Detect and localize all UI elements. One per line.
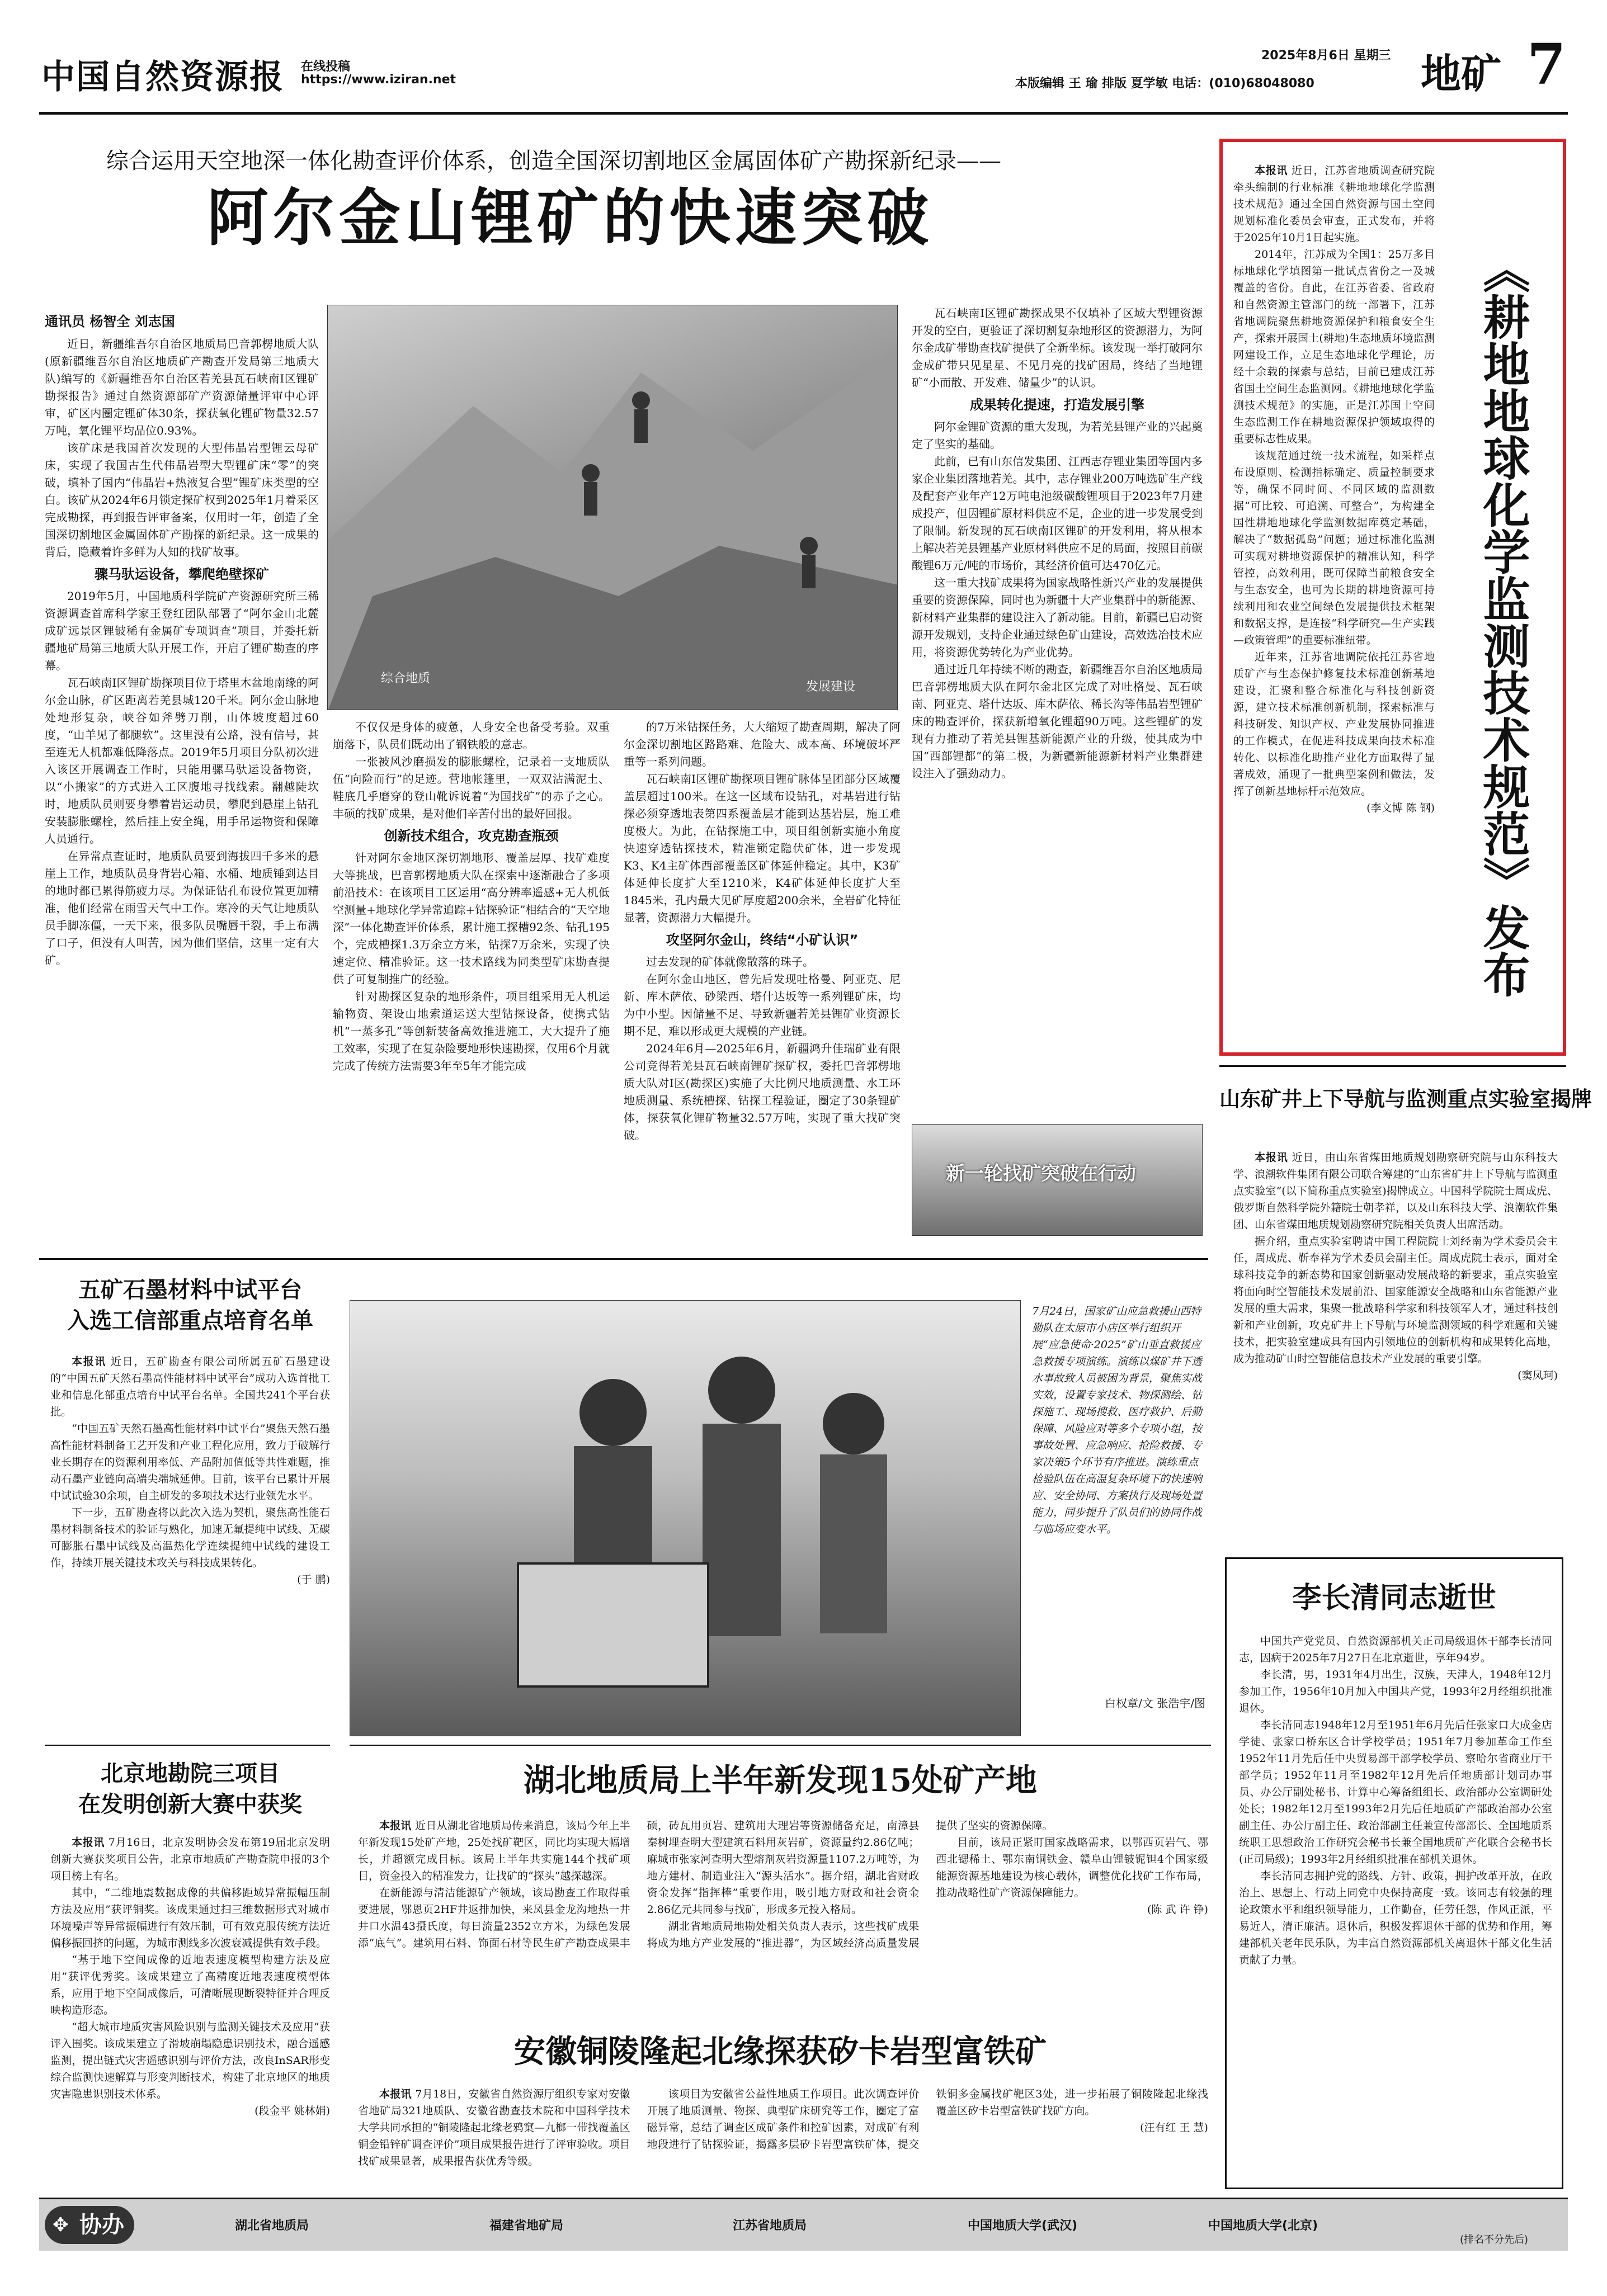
dateline: 本报讯 [72,1836,105,1849]
date: 2025年8月6日 星期三 [1261,49,1391,63]
story-text: 近日，由山东省煤田地质规划勘察研究院与山东科技大学、浪潮软件集团有限公司联合筹建的“山东省矿井上下导航与监测重点实验室”(以下简称重点实验室)揭牌成立。中国科学院院士周成虎、俄罗斯自然科学院外籍院士朝孝祥，以及山东科技大学、浪潮软件集团、山东省煤田地质规划勘察研究院相关负责人出席活动。 [1233,1151,1558,1231]
story-paragraph [1233,162,1435,246]
masthead [39,31,1568,106]
lab-headline: 山东矿井上下导航与监测重点实验室揭牌 [1219,1086,1592,1111]
story-paragraph: 该规范通过统一技术流程，如采样点布设原则、检测指标确定、质量控制要求等，确保不同时间、不同区域的监测数据“可比较、可追溯、可整合”，为构建全国性耕地地球化学监测数据库奠定基础，解决了“数据孤岛”问题；通过标准化监测可实现对耕地资源保护的精准认知，科学管控，高效利用，既可保障当前粮食安全与生态安全，也可为长期的耕地资源可持续利用和农业空间绿色发展提供技术框架和数据支撑，是连接“科学研究—生产实践—政策管理”的重要标准纽带。 [1233,450,1435,646]
rescue-caption: 7月24日，国家矿山应急救援山西特勤队在太原市小店区举行组织开展“应急使命·2025”矿山垂直救援应急救援专项演练。演练以煤矿井下透水事故致人员被困为背景，聚焦实战实效，设置专家技术、物探测绘、钻探施工、现场搜救、医疗救护、后勤保障、风险应对等多个专项小组，按事故处置、应急响应、抢险救援、专家决策5个环节有序推进。演练重点检验队伍在高温复杂环境下的快速响应、安全协同、方案执行及现场处置能力，同步提升了队员们的协同作战与临场应变水平。 [1032,1305,1203,1536]
page-number: 7 [1527,31,1566,97]
footer-org: 湖北省地质局 [235,2219,309,2233]
story-paragraph [50,1353,330,1420]
story-byline: (陈 武 许 铮) [1147,1903,1208,1916]
lead-paragraph: 通过近几年持续不断的勘查，新疆维吾尔自治区地质局巴音郭楞地质大队在阿尔金北区完成了对吐格曼、瓦石峡南、阿亚克、塔什达坂、库木萨依、稀长沟等伟晶岩型锂矿床的勘查评价，探获新增氧化锂超90万吨。这些锂矿的发现有力推动了若羌县锂基新能源产业的升级，使其成为中国“西部锂都”的第二极，为新疆新能源新材料产业集群建设注入了强劲动力。 [912,663,1203,780]
footer-org: 中国地质大学(武汉) [968,2219,1078,2233]
mountain-illustration [328,305,898,710]
story-text: 近日，江苏省地质调查研究院牵头编制的行业标准《耕地地球化学监测技术规范》通过全国自然资源与国土空间规划标准化委员会审查，正式发布，并将于2025年10月1日起实施。 [1233,164,1435,244]
story-byline: (李文博 陈 钢) [1366,802,1435,814]
lead-byline: 通讯员 杨智全 刘志国 [45,313,175,329]
lead-paragraph: 近日，新疆维吾尔自治区地质局巴音郭楞地质大队(原新疆维吾尔自治区地质矿产勘查开发局第三地质大队)编写的《新疆维吾尔自治区若羌县瓦石峡南Ⅰ区锂矿勘探报告》通过自然资源部矿产资源储量评审中心评审，矿区内圈定锂矿体30条，探获氧化锂矿物量32.57万吨，氧化锂平均品位0.93%。 [45,337,319,437]
masthead-rule [39,112,1568,115]
lead-paragraph: 2024年6月—2025年6月，新疆鸿升佳瑞矿业有限公司竞得若羌县瓦石峡南锂矿探矿权，委托巴音郭楞地质大队对Ⅰ区(勘探区)实施了大比例尺地质测量、水工环地质测量、系统槽探、钻探工程验证，圈定了30条锂矿体，探获氧化锂矿物量32.57万吨，实现了重大找矿突破。 [624,1042,901,1142]
story-text: 7月16日，北京发明协会发布第19届北京发明创新大赛获奖项目公告，北京市地质矿产勘查院申报的3个项目榜上有名。 [50,1836,330,1882]
story-text: 近日，五矿勘查有限公司所属五矿石墨建设的“中国五矿天然石墨高性能材料中试平台”成功入选首批工业和信息化部重点培育中试平台名单。全国共241个平台获批。 [50,1355,330,1418]
lead-paragraph: 该矿床是我国首次发现的大型伟晶岩型锂云母矿床，实现了我国古生代伟晶岩型大型锂矿床“零”的突破，填补了国内“伟晶岩+热液复合型”锂矿床类型的空白。该矿从2024年6月锁定探矿权到2025年1月着采区完成勘探，再到报告评审备案，仅用时一年，创造了全国深切割地区金属固体矿产勘探的新纪录。这一成果的背后，隐藏着许多鲜为人知的找矿故事。 [45,441,319,559]
lab-rule [1219,1065,1566,1067]
lead-paragraph: 一张被风沙磨损发的膨胀螺栓，记录着一支地质队伍“向险而行”的足迹。营地帐篷里，一双双沾满泥土、鞋底几乎磨穿的登山靴诉说着“为国找矿”的赤子之心。丰硕的找矿成果，是对他们辛苦付出的最好回报。 [333,755,610,820]
lead-subhead: 骤马驮运设备，攀爬绝壁探矿 [95,566,269,582]
lead-column-3 [624,719,901,1247]
beijing-rule [45,1745,330,1746]
story-byline: (窦凤珂) [1518,1369,1558,1382]
lead-paragraph: 针对阿尔金地区深切割地形、覆盖层厚、找矿难度大等挑战，巴音郭楞地质大队在探索中逐渐融合了多项前沿技术：在该项目工区运用“高分辨率遥感+无人机低空测量+地球化学异常追踪+钻探验证”相结合的“天空地深”一体化勘查评价体系，累计施工探槽92条、钻孔195个，完成槽探1.3万余立方米，钻探7万余米，实现了快速定位、精准验证。这一技术路线为同类型矿床勘查提供了可复制推广的经验。 [333,851,610,986]
lead-paragraph: 此前，已有山东信发集团、江西志存锂业集团等国内多家企业集团落地若羌。其中，志存锂业200万吨选矿生产线及配套产业年产12万吨电池级碳酸锂项目于2023年7月建成投产，但因锂矿原材料供应不足，企业的进一步发展受到了限制。新发现的瓦石峡南Ⅰ区锂矿的开发利用，将从根本上解决若羌县锂基产业原材料供应不足的局面，按照目前碳酸锂6万元/吨的市场价，其经济价值可达470亿元。 [912,455,1203,572]
story-paragraph: “超大城市地质灾害风险识别与监测关键技术及应用”获评入围奖。该成果建立了滑坡崩塌隐患识别技术，融合遥感监测，提出链式灾害遥感识别与评价方法，改良InSAR形变综合监测快速解算与形变判断技术，构建了北京地区的地质灾害隐患识别技术体系。 [50,2021,330,2100]
story-paragraph [358,2086,630,2170]
graphite-headline-2: 入选工信部重点培育名单 [67,1307,313,1334]
section-name: 地矿 [1421,50,1502,97]
lead-paragraph: 这一重大找矿成果将为国家战略性新兴产业的发展提供重要的资源保障，同时也为新疆十大产业集群中的新能源、新材料产业集群的建设注入了新动能。目前，新疆已启动资源开发规划，支持企业通过绿色矿山建设，高效选冶技术应用，将资源优势转化为产业优势。 [912,576,1203,659]
story-byline: (段金平 姚林娟) [255,2105,330,2117]
story-paragraph: 李长清，男，1931年4月出生，汉族，天津人，1948年12月参加工作，1956年10月加入中国共产党，1993年2月经组织批准退休。 [1239,1669,1552,1714]
story-paragraph: 据介绍，重点实验室聘请中国工程院院士刘经南为学术委员会主任，周成虎、靳奉祥为学术委员会副主任。周成虎院士表示，面对全球科技竞争的新态势和国家创新驱动发展战略的新要求，重点实验室将面向时空智能技术发展前沿、国家能源安全战略和山东省能源产业发展的重大需求，集聚一批战略科学家和科技领军人才，通过科技创新和产业创新，攻克矿井上下导航与环境监测领域的科学难题和关键技术，把实验室建成具有国内引领地位的创新机构和成果转化高地，成为推动矿山时空智能信息技术产业发展的重要引擎。 [1233,1235,1558,1365]
story-paragraph: 下一步，五矿勘查将以此次入选为契机，聚焦高性能石墨材料制备技术的验证与熟化，加速无氟提纯中试线、无碳可膨胀石墨中试线及高温热化学连续提纯中试线的建设工作，持续开展关键技术攻关与科技成果转化。 [50,1506,330,1569]
story-paragraph [50,1834,330,1884]
anhui-body [358,2086,1208,2192]
lead-paragraph: 瓦石峡南Ⅰ区锂矿勘探项目位于塔里木盆地南缘的阿尔金山脉，矿区距离若羌县城120千米。阿尔金山脉地处地形复杂，峡谷如斧劈刀削，山体坡度超过60度，“山羊见了都腿软”。这里没有公路，没有信号，甚至连无人机都难低降落点。2019年5月项目分队初次进入该区开展调查工作时，只能用骡马驮运设备物资，以“小搬家”的方式进入工区腹地寻找线索。翻越陡坎时，地质队员则要身攀着岩运动员，攀爬到悬崖上钻孔安装膨胀螺栓，然后挂上安全绳，用手吊运物资和保障人员通行。 [45,676,319,845]
graphite-headline-1: 五矿石墨材料中试平台 [78,1277,302,1303]
story-text: 近日从湖北省地质局传来消息，该局今年上半年新发现15处矿产地，25处找矿靶区，同比均实现大幅增长，并超额完成目标。该局上半年共实施144个找矿项目，资金投入的精准发力，让找矿的“探头”越探越深。 [358,1820,630,1882]
story-paragraph: 其中，“二维地震数据成像的共偏移距域异常振幅压制方法及应用”获评铜奖。该成果通过扫三维数据形式对城市环境噪声等异常振幅进行有效压制，可有效克服传统方法近偏移振回挤的问题，为城市测线多次波衰减提供有效手段。 [50,1887,330,1949]
lead-paragraph: 2019年5月，中国地质科学院矿产资源研究所三稀资源调查首席科学家王登红团队部署了“阿尔金山北麓成矿远景区锂铍稀有金属矿专项调查”项目，并委托新疆地矿局第三地质大队开展工作，开启了锂矿勘查的序幕。 [45,589,319,672]
dateline: 本报讯 [72,1355,107,1368]
lead-paragraph: 瓦石峡南Ⅰ区锂矿勘探项目锂矿脉体呈团部分区域覆盖层超过100米。在这一区域布设钻孔，对基岩进行钻探必须穿透地表第四系覆盖层才能到达基岩层，施工难度极大。为此，在钻探施工中，项目组创新实施小角度快速穿透钻探技术，精准锁定隐伏矿体，进一步发现K3、K4主矿体西部覆盖区矿体延伸稳定。其中，K3矿体延伸长度扩大至1210米，K4矿体延伸长度扩大至1845米，孔内最大见矿厚度超200余米，全岩矿化特征显著，资源潜力大幅提升。 [624,772,901,924]
hubei-body [358,1817,1208,2024]
story-paragraph [358,1817,630,1884]
slogan-text: 新一轮找矿突破在行动 [946,1163,1136,1185]
footer-label: 协办 [79,2212,124,2238]
story-byline: (汪有红 王 慧) [1140,2122,1208,2134]
dateline: 本报讯 [379,2088,412,2100]
beijing-headline-2: 在发明创新大赛中获奖 [78,1791,302,1817]
cultivated-land-body [1233,162,1435,1040]
lead-paragraph: 瓦石峡南Ⅰ区锂矿勘探成果不仅填补了区域大型锂资源开发的空白，更验证了深切割复杂地形区的资源潜力，为阿尔金成矿带勘查找矿提供了全新坐标。该发现一举打破阿尔金成矿带只见星星、不见月亮的找矿困局，终结了当地锂矿“小而散、开发难、储量少”的认识。 [912,306,1203,389]
lead-kicker: 综合运用天空地深一体化勘查评价体系，创造全国深切割地区金属固体矿产勘探新纪录—— [106,148,1001,174]
lead-paragraph: 不仅仅是身体的疲惫，人身安全也备受考验。双重崩落下，队员们既动出了钢铁般的意志。 [333,720,610,751]
lead-headline: 阿尔金山锂矿的快速突破 [207,182,933,254]
beijing-body [50,1834,330,2192]
hubei-rule [350,1745,1211,1746]
story-paragraph: 2014年，江苏成为全国1：25万多目标地球化学填图第一批试点省份之一及城覆盖的省份。自此，在江苏省委、省政府和自然资源主管部门的统一部署下，江苏省地调院聚焦耕地资源保护和粮食安全生产，探索开展国土(耕地)生态地质环境监测网建设工作，立足生态地球化学理论，历经十余载的探索与总结，目前已建成江苏省国土空间生态监测网。《耕地地球化学监测技术规范》的实施，正是江苏国土空间生态监测工作在耕地资源保护领域取得的重要标志性成果。 [1233,248,1435,445]
lead-subhead: 创新技术组合，攻克勘查瓶颈 [384,828,559,844]
footer-bar [39,2198,1568,2251]
dateline: 本报讯 [1255,1151,1288,1164]
dateline: 本报讯 [379,1820,412,1832]
story-paragraph: 中国共产党党员、自然资源部机关正司局级退休干部李长清同志，因病于2025年7月27日在北京逝世，享年94岁。 [1239,1635,1552,1664]
lead-paragraph: 的7万米钻探任务，大大缩短了勘查周期，解决了阿尔金深切割地区路路难、危险大、成本高、环境破坏严重等一系列问题。 [624,720,901,768]
lead-subhead: 攻坚阿尔金山，终结“小矿认识” [666,932,859,948]
story-paragraph: 湖北省地质局地勘处相关负责人表示，这些找矿成果将成为地方产业发展的“推进器”，为区域经济高质量发展提供了坚实的资源保障。 [647,1820,1053,1949]
lead-column-1 [45,336,319,1247]
anhui-headline: 安徽铜陵隆起北缘探获矽卡岩型富铁矿 [514,2033,1047,2070]
story-paragraph [1233,1149,1558,1233]
mid-rule [39,1258,1208,1260]
lead-photo [327,305,898,710]
story-paragraph: 在新能源与清洁能源矿产领域，该局勘查工作取得重要进展，鄂恩页2HF井返排加快，来凤县金龙沟地热一井井口水温43摄氏度，每日流量2352立方米，为绿色发展添“底气”。建筑用石料、饰面石材等民生矿产勘查成果丰硕，砖瓦用页岩、建筑用大理岩等资源储备充足，南漳县秦树埋查明大型建筑石料用灰岩矿，资源量约2.86亿吨；麻城市张家河查明大型熔剂灰岩资源量1107.2万吨等，为地方建材、制造业注入“源头活水”。据介绍，湖北省财政资金发挥“指挥棒”重要作用，吸引地方财政和社会资金2.86亿元共同参与找矿，形成多元投入格局。 [358,1820,920,1949]
rescuers-illustration [350,1301,1021,1736]
lead-paragraph: 阿尔金锂矿资源的重大发现，为若羌县锂产业的兴起奠定了坚实的基础。 [912,420,1203,451]
story-paragraph: 近年来，江苏省地调院依托江苏省地质矿产与生态保护修复技术标准创新基地建设，汇聚和整合标准化与科技创新资源，建立技术标准创新机制，探索标准与科技研发、知识产权、产业发展协同推进的工作模式，在促进科技成果向技术标准转化、以标准化助推产业化方面取得了显著成效，涌现了一批典型案例和做法，发挥了创新基地标杆示范效应。 [1233,651,1435,797]
lead-paragraph: 在阿尔金山地区，曾先后发现吐格曼、阿亚克、尼新、库木萨依、砂梁西、塔什达坂等一系列锂矿床，均为中小型。因储量不足、导致新疆若羌县锂矿业资源长期不足，难以形成更大规模的产业链。 [624,972,901,1038]
lab-body [1233,1149,1558,1541]
lead-paragraph: 针对勘探区复杂的地形条件，项目组采用无人机运输物资、架设山地索道运送大型钻探设备，使携式钻机“一蒸多孔”等创新装备高效推进施工，大大提升了施工效率，实现了在复杂险要地形快速勘探，仅用6个月就完成了传统方法需要3年至5年才能完成 [333,990,610,1073]
paper-name: 中国自然资源报 [41,58,284,97]
rescue-byline: 白权章/文 张浩宇/图 [1105,1697,1205,1710]
story-paragraph: “中国五矿天然石墨高性能材料中试平台”聚焦天然石墨高性能材料制备工艺开发和产业工程化应用，致力于破解行业长期存在的资源利用率低、产品附加值低等共性难题，推动石墨产业链向高端尖端城延伸。目前，该平台已累计开展中试试验30余项，自主研发的多项技术达行业领先水平。 [50,1423,330,1502]
obituary-body [1239,1633,1552,2175]
story-byline: (于 鹏) [297,1574,330,1586]
lead-paragraph: 在异常点查证时，地质队员要到海拔四千多米的悬崖上工作，地质队员身背岩心箱、水桶、地质锤到达目的地时都已累得筋疲力尽。为保证钻孔布设位置更加精准，他们经常在雨雪天气中工作。寒冷的天气让地质队员手脚冻僵，一天下来，很多队员嘴唇干裂，手上布满了口子，但没有人叫苦，因为他们坚信，这里一定有大矿。 [45,849,319,967]
footer-org: 福建省地矿局 [489,2219,564,2233]
staff-line: 本版编辑 王 瑜 排版 夏学敏 电话：(010)68048080 [1015,77,1314,91]
obituary-headline: 李长清同志逝世 [1292,1581,1496,1615]
cultivated-land-headline: 《耕地地球化学监测技术规范》发布 [1476,246,1531,998]
story-paragraph: 李长清同志1948年12月至1951年6月先后任张家口大成金店学徒、张家口桥东区合计学校学员；1951年7月参加革命工作至1952年11月先后任中央贸易部干部学校学员、察哈尔省商业厅干部学员；1952年11月至1982年12月先后任地质部计划司办事员、办公厅副处秘书、计算中心筹备组组长、政治部办公室调研处处长；1982年12月至1993年2月先后任地质矿产部政治部办公室副主任、办公厅副主任、政治部副主任兼宣传部部长、全国地质系统职工思想政治工作研究会秘书长兼全国地质矿产化联合会秘书长(正司局级)；1993年2月经组织批准在部机关退休。 [1239,1719,1552,1865]
photo-caption-left: 综合地质 [381,672,431,686]
footer-badge [45,2206,134,2244]
rescue-photo [350,1300,1021,1736]
online-url[interactable]: https://www.iziran.net [301,73,456,87]
lead-column-2 [333,719,610,1247]
graphite-body [50,1353,330,1745]
handshake-icon: ✥ [53,2214,69,2236]
footer-org: 江苏省地质局 [733,2219,807,2233]
lead-paragraph: 过去发现的矿体就像散落的珠子。 [646,955,814,969]
hubei-headline: 湖北地质局上半年新发现15处矿产地 [524,1762,1037,1799]
story-paragraph: “基于地下空间成像的近地表速度模型构建方法及应用”获评优秀奖。该成果建立了高精度近地表速度模型体系，应用于地下空间成像后，可清晰展现断裂特征并合理反映构造形态。 [50,1954,330,2016]
lead-subhead: 成果转化提速，打造发展引擎 [970,397,1144,413]
slogan-banner [912,1124,1203,1236]
story-text: 7月18日，安徽省自然资源厅组织专家对安徽省地矿局321地质队、安徽省勘查技术院和中国科学技术大学共同承担的“铜陵隆起北缘老鸦窠—九榔一带找覆盖区铜金铅锌矿调查评价”项目成果报告进行了评审验收。项目找矿成果显著，成果报告获优秀等级。 [358,2088,630,2167]
footer-note: (排名不分先后) [1460,2234,1529,2246]
story-paragraph: 目前，该局正紧盯国家战略需求，以鄂西页岩气、鄂西北锶稀土、鄂东南铜铁金、赣阜山锂铍铌钽4个国家级能源资源基地建设为核心载体，调整优化找矿工作布局，推动战略性矿产资源保障能力。 [936,1836,1208,1899]
dateline: 本报讯 [1255,164,1288,177]
story-paragraph: 该项目为安徽省公益性地质工作项目。此次调查评价开展了地质测量、物探、典型矿床研究等工作，圈定了富磁异常，总结了调查区成矿条件和控矿因素，对成矿有利地段进行了钻探验证，揭露多层矽卡岩型富铁矿体，提交铁铜多金属找矿靶区3处，进一步拓展了铜陵隆起北缘浅覆盖区矽卡岩型富铁矿找矿方向。 [647,2088,1208,2151]
story-paragraph: 李长清同志拥护党的路线、方针、政策，拥护改革开放，在政治上、思想上、行动上同党中央保持高度一致。该同志有较强的理论政策水平和组织领导能力，工作勤奋，任劳任怨，作风正派，平易近人，清正廉洁。退休后，积极发挥退休干部的优势和作用，筹建部机关老年民乐队，为丰富自然资源部机关离退休干部文化生活贡献了力量。 [1239,1870,1552,1966]
beijing-headline-1: 北京地勘院三项目 [101,1760,280,1787]
online-label: 在线投稿 [301,60,351,74]
lead-column-4 [912,305,1203,1116]
photo-caption-right: 发展建设 [806,680,856,694]
footer-org: 中国地质大学(北京) [1208,2219,1318,2233]
